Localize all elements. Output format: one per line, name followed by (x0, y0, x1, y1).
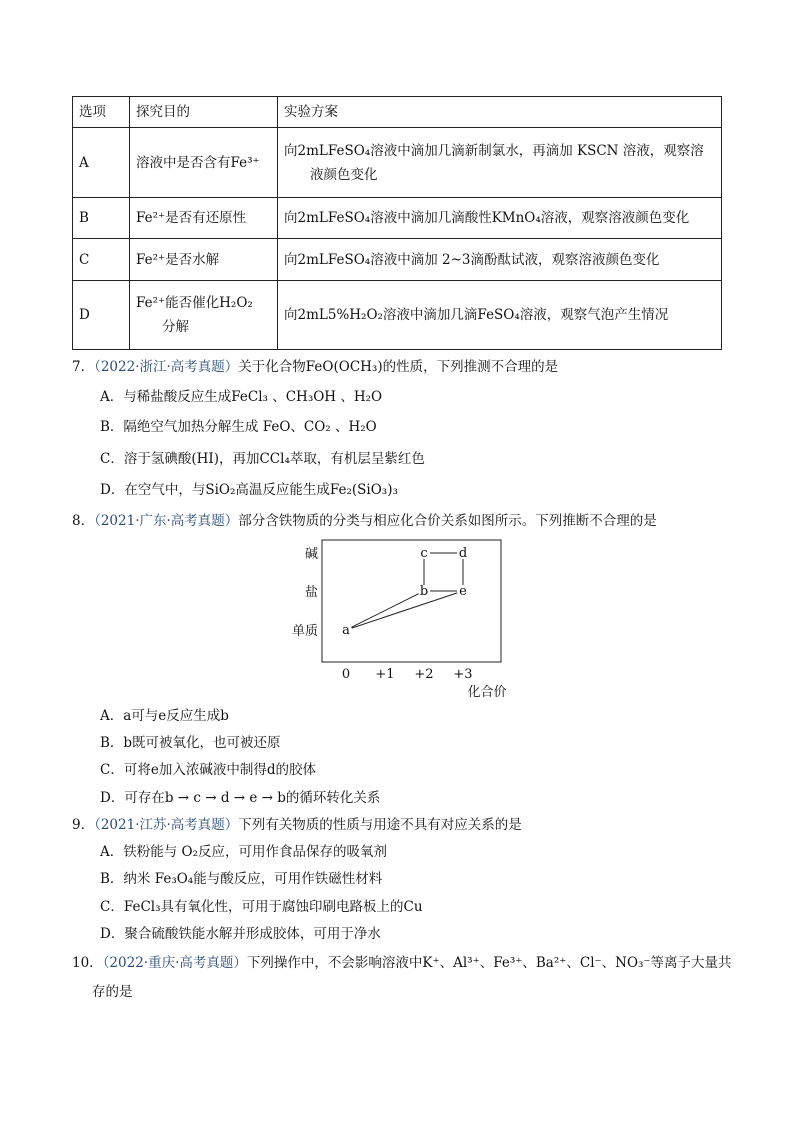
row-plan: 向2mL5%H₂O₂溶液中滴加几滴FeSO₄溶液，观察气泡产生情况 (278, 281, 722, 350)
row-option: D (73, 281, 130, 350)
question-source: （2022·浙江·高考真题） (94, 359, 239, 375)
question-10-stem (72, 953, 732, 973)
x-tick-label: +1 (375, 667, 395, 682)
question-9-stem (72, 815, 522, 835)
relation-line (352, 593, 458, 628)
question-source: （2021·广东·高考真题） (94, 513, 239, 529)
question-source: （2022·重庆·高考真题） (102, 955, 247, 971)
question-number: 9． (72, 817, 95, 833)
question-7-option-d: D．在空气中，与SiO₂高温反应能生成Fe₂(SiO₃)₃ (100, 482, 398, 498)
question-source: （2021·江苏·高考真题） (94, 817, 239, 833)
question-7-option-a: A．与稀盐酸反应生成FeCl₃ 、CH₃OH 、H₂O (100, 389, 383, 405)
iron-valence-chart (280, 536, 520, 700)
x-tick-label: +2 (414, 667, 434, 682)
row-purpose-line: 分解 (162, 319, 189, 335)
question-8-option-b: B．b既可被氧化，也可被还原 (100, 735, 281, 751)
row-plan: 向2mLFeSO₄溶液中滴加 2~3滴酚酞试液，观察溶液颜色变化 (278, 239, 722, 281)
header-plan: 实验方案 (278, 97, 722, 128)
question-9-option-d: D．聚合硫酸铁能水解并形成胶体，可用于净水 (100, 926, 381, 942)
question-8-option-d: D．可存在b → c → d → e → b的循环转化关系 (100, 790, 381, 806)
row-purpose: Fe²⁺是否有还原性 (130, 198, 278, 239)
question-number: 7． (72, 359, 95, 375)
question-10-stem-line2: 存的是 (92, 984, 133, 1000)
row-plan (278, 128, 722, 198)
header-purpose: 探究目的 (130, 97, 278, 128)
row-plan: 向2mLFeSO₄溶液中滴加几滴酸性KMnO₄溶液，观察溶液颜色变化 (278, 198, 722, 239)
plot-frame (322, 540, 501, 662)
question-8-stem (72, 511, 657, 531)
experiment-table (72, 96, 722, 350)
x-tick-label: 0 (341, 667, 351, 682)
point-label: e (459, 584, 467, 599)
x-axis-label: 化合价 (467, 685, 507, 700)
question-number: 10． (72, 955, 103, 971)
point-label: d (458, 546, 468, 561)
question-number: 8． (72, 513, 95, 529)
question-text: 下列操作中，不会影响溶液中K⁺、Al³⁺、Fe³⁺、Ba²⁺、Cl⁻、NO₃⁻等离子大量共 (246, 955, 732, 971)
header-option: 选项 (73, 97, 130, 128)
relation-line (351, 594, 418, 628)
point-label: c (420, 546, 428, 561)
question-8-option-c: C．可将e加入浓碱液中制得d的胶体 (100, 762, 316, 778)
question-9-option-a: A．铁粉能与 O₂反应，可用作食品保存的吸氧剂 (100, 844, 388, 860)
question-text: 关于化合物FeO(OCH₃)的性质，下列推测不合理的是 (238, 359, 559, 375)
question-text: 部分含铁物质的分类与相应化合价关系如图所示。下列推断不合理的是 (238, 513, 657, 529)
question-9-option-c: C．FeCl₃具有氧化性，可用于腐蚀印刷电路板上的Cu (100, 899, 423, 915)
row-purpose: 溶液中是否含有Fe³⁺ (130, 128, 278, 198)
row-purpose: Fe²⁺是否水解 (130, 239, 278, 281)
row-option: B (73, 198, 130, 239)
point-label: b (419, 584, 429, 599)
question-7-stem (72, 357, 558, 377)
row-purpose (130, 281, 278, 350)
table-row (73, 281, 722, 350)
row-plan-line: 液颜色变化 (310, 166, 378, 183)
question-9-option-b: B．纳米 Fe₃O₄能与酸反应，可用作铁磁性材料 (100, 871, 383, 887)
row-plan-line: 向2mLFeSO₄溶液中滴加几滴新制氯水，再滴加 KSCN 溶液，观察溶 (284, 142, 704, 159)
table-row (73, 128, 722, 198)
y-axis-label: 单质 (291, 624, 318, 639)
x-tick-label: +3 (453, 667, 473, 682)
row-option: A (73, 128, 130, 198)
table-row (73, 198, 722, 239)
y-axis-label: 盐 (304, 585, 318, 600)
row-option: C (73, 239, 130, 281)
point-label: a (342, 623, 350, 638)
question-7-option-b: B．隔绝空气加热分解生成 FeO、CO₂ 、H₂O (100, 419, 377, 435)
question-text: 下列有关物质的性质与用途不具有对应关系的是 (238, 817, 522, 833)
table-row (73, 239, 722, 281)
row-purpose-line: Fe²⁺能否催化H₂O₂ (136, 295, 253, 311)
question-7-option-c: C．溶于氢碘酸(HI)，再加CCl₄萃取，有机层呈紫红色 (100, 451, 425, 467)
table-header-row (73, 97, 722, 128)
question-8-option-a: A．a可与e反应生成b (100, 708, 229, 724)
y-axis-label: 碱 (304, 547, 318, 562)
